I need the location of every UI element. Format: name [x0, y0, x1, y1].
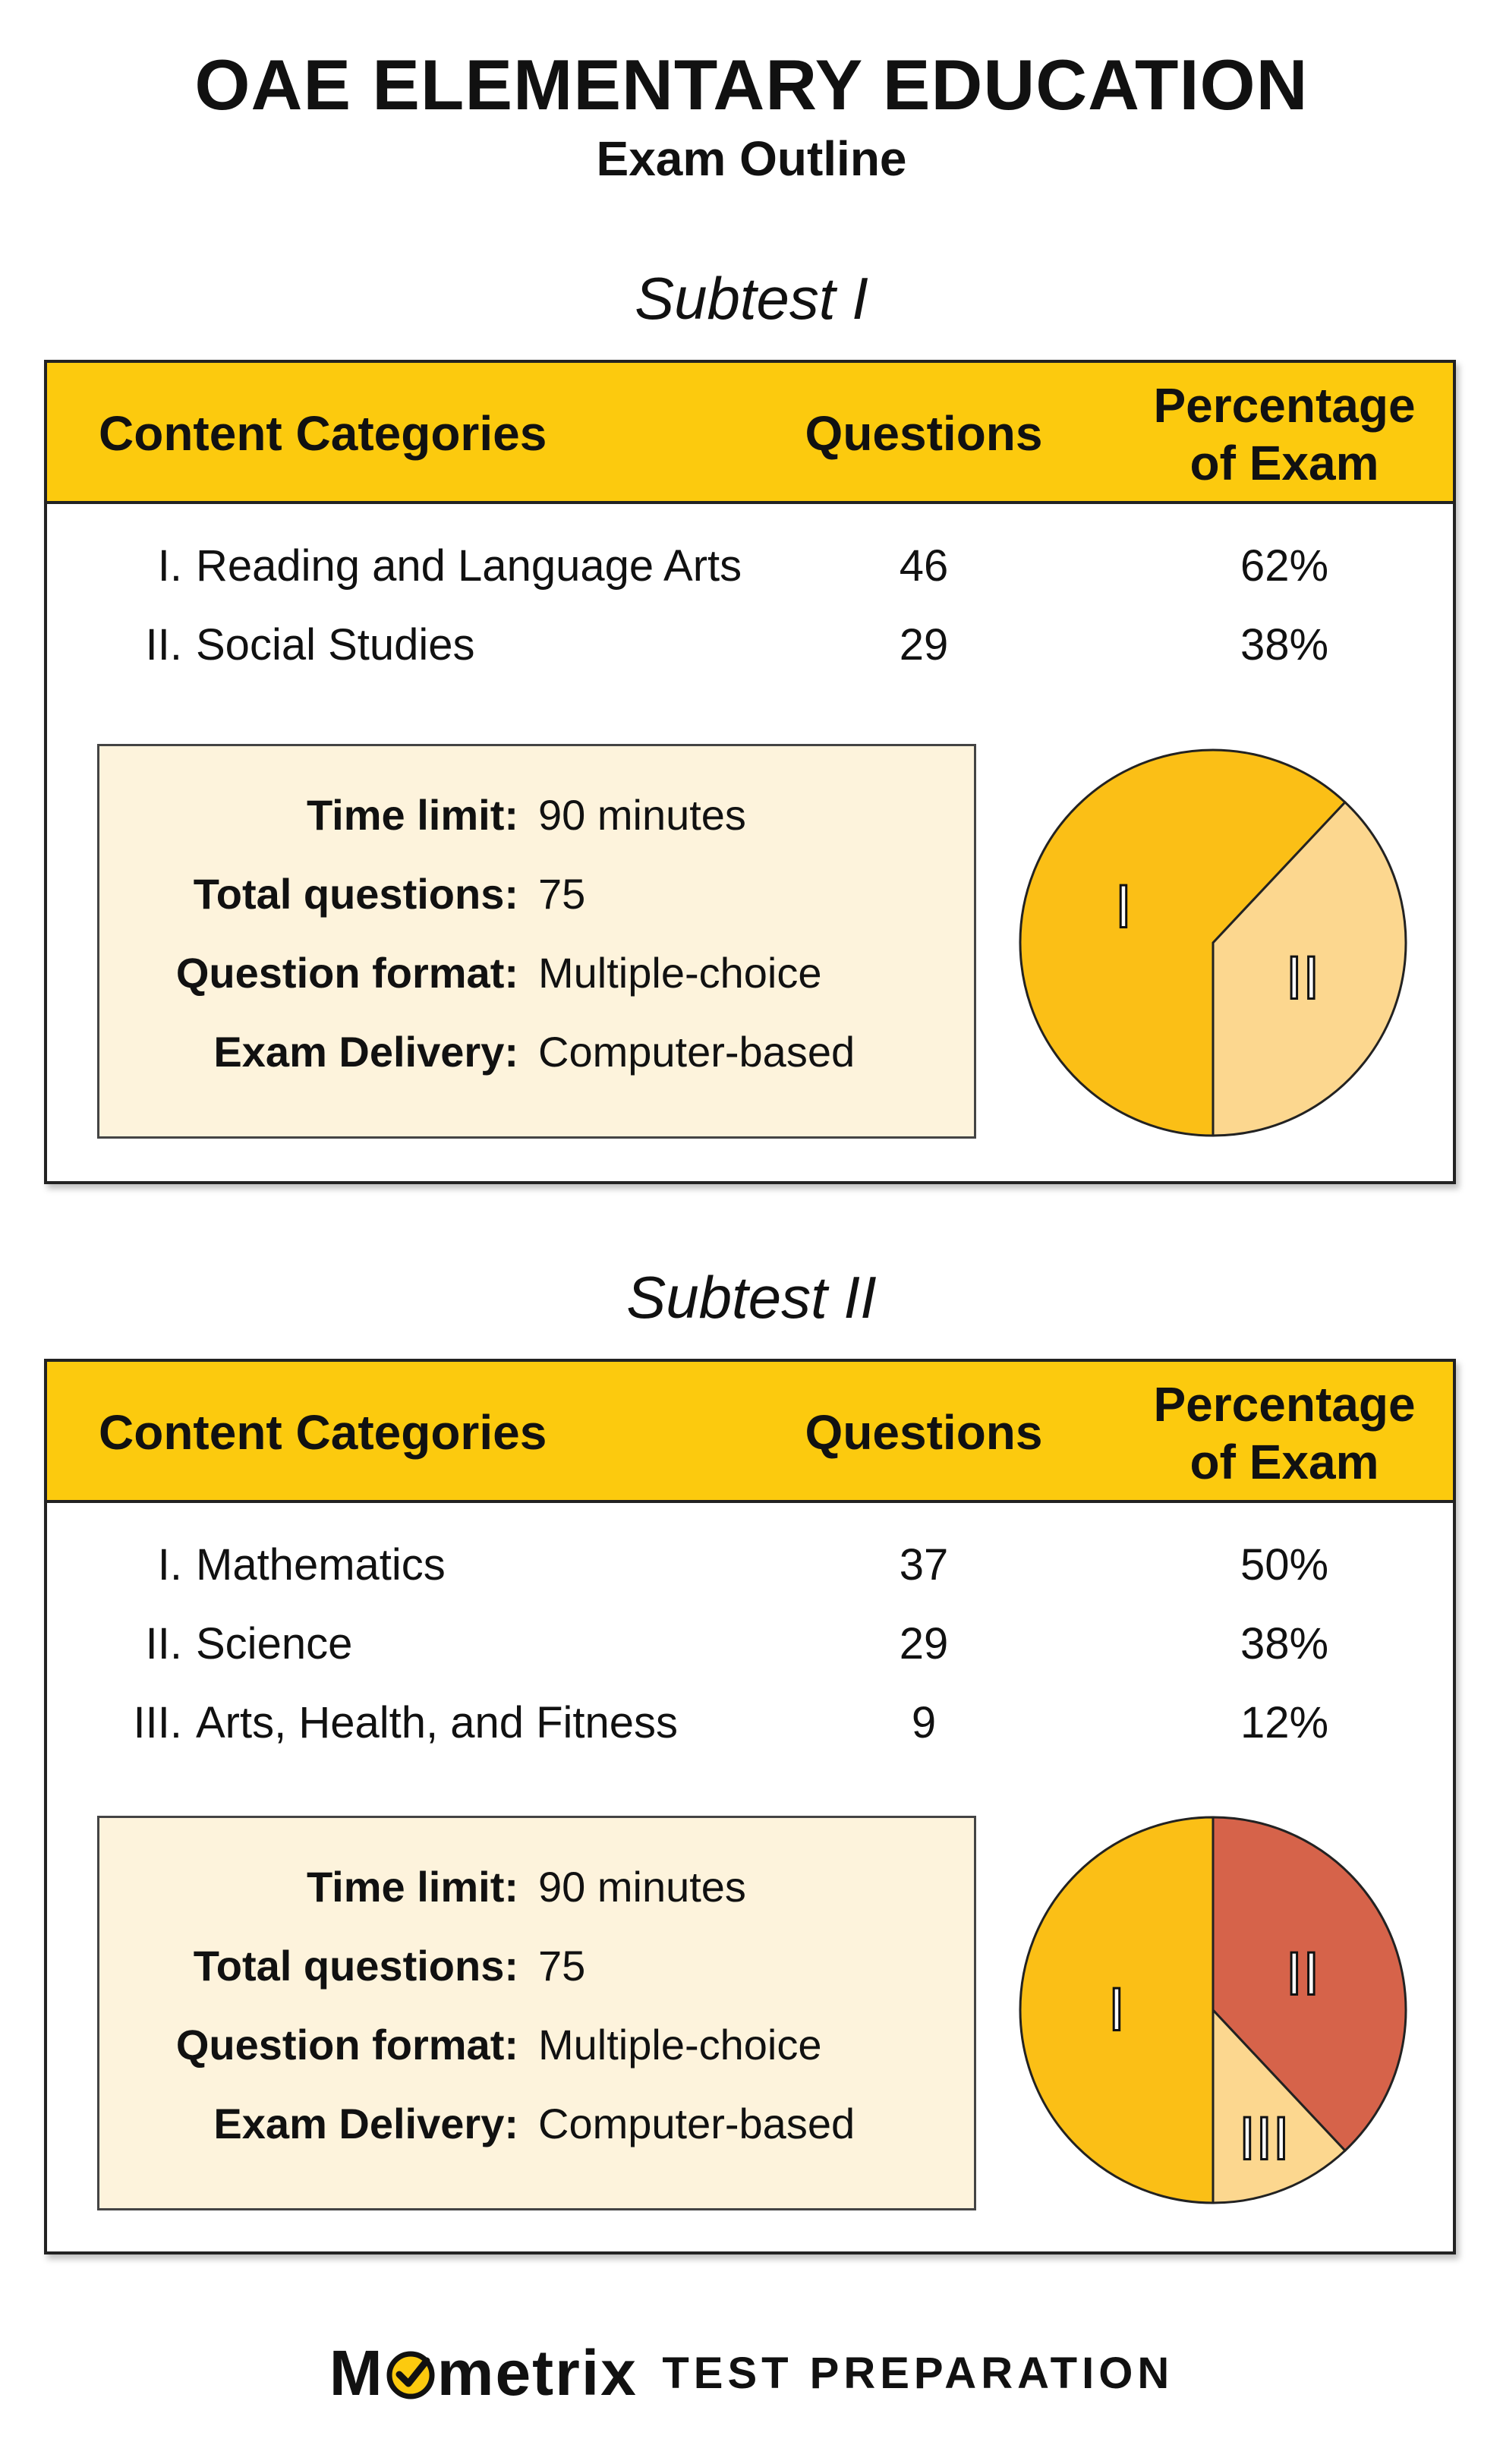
- header-percentage-line2: of Exam: [1189, 1435, 1379, 1489]
- info-value: 90 minutes: [538, 1863, 746, 1911]
- subtest-1-panel: [44, 360, 1456, 1184]
- brand-name-suffix: metrix: [436, 2337, 638, 2409]
- row-numeral: II.: [145, 1619, 182, 1668]
- row-category: Arts, Health, and Fitness: [196, 1698, 679, 1747]
- row-percentage: 38%: [1240, 1619, 1329, 1668]
- info-row: [99, 1848, 974, 1924]
- row-category: Mathematics: [196, 1540, 446, 1590]
- header-content-categories: Content Categories: [99, 406, 547, 461]
- info-value: 90 minutes: [538, 791, 746, 839]
- row-numeral: II.: [145, 620, 182, 670]
- header-percentage-line1: Percentage: [1153, 1377, 1416, 1432]
- info-label: Total questions:: [193, 870, 518, 918]
- row-percentage: 12%: [1240, 1698, 1329, 1747]
- info-label: Exam Delivery:: [213, 1028, 518, 1076]
- header-percentage: [1110, 1375, 1459, 1491]
- info-row: [99, 1013, 974, 1089]
- row-questions: 46: [899, 541, 949, 591]
- info-value: 75: [538, 1942, 586, 1990]
- mometrix-logo: [0, 2336, 1503, 2410]
- check-circle-icon: [384, 2347, 437, 2400]
- info-row: [99, 934, 974, 1010]
- info-value: Multiple-choice: [538, 949, 822, 997]
- info-label: Exam Delivery:: [213, 2100, 518, 2147]
- info-label: Time limit:: [306, 791, 518, 839]
- row-questions: 37: [899, 1540, 949, 1590]
- subtest-2-heading: Subtest II: [626, 1264, 877, 1331]
- info-value: Computer-based: [538, 1028, 855, 1076]
- subtest-1-table-header: [47, 363, 1453, 504]
- brand-name-prefix: M: [329, 2337, 384, 2409]
- pie-label-I: I: [1114, 873, 1133, 941]
- pie-label-II: II: [1285, 944, 1320, 1013]
- brand-tagline: TEST PREPARATION: [662, 2349, 1174, 2398]
- row-numeral: III.: [133, 1698, 182, 1747]
- subtest-2-panel: [44, 1359, 1456, 2254]
- table-row: [47, 609, 1453, 682]
- table-row: [47, 1687, 1453, 1760]
- pie-label-II: II: [1285, 1940, 1320, 2009]
- row-percentage: 62%: [1240, 541, 1329, 591]
- row-category: Science: [196, 1619, 353, 1668]
- subtest-2-table-header: [47, 1362, 1453, 1503]
- subtest-1-heading: Subtest I: [635, 265, 868, 332]
- info-label: Question format:: [175, 949, 518, 997]
- pie-label-I: I: [1108, 1976, 1126, 2044]
- row-questions: 29: [899, 620, 949, 670]
- page-subtitle: Exam Outline: [596, 131, 907, 186]
- row-questions: 9: [911, 1698, 937, 1747]
- info-value: Computer-based: [538, 2100, 855, 2147]
- info-row: [99, 2006, 974, 2082]
- table-row: [47, 530, 1453, 603]
- info-value: 75: [538, 870, 586, 918]
- exam-info-box: [97, 744, 976, 1139]
- row-numeral: I.: [157, 1540, 182, 1590]
- info-value: Multiple-choice: [538, 2021, 822, 2069]
- row-percentage: 38%: [1240, 620, 1329, 670]
- table-row: [47, 1608, 1453, 1681]
- info-label: Total questions:: [193, 1942, 518, 1990]
- header-questions: Questions: [805, 406, 1043, 461]
- row-category: Social Studies: [196, 620, 475, 670]
- header-questions: Questions: [805, 1405, 1043, 1460]
- info-row: [99, 855, 974, 931]
- header-percentage-line1: Percentage: [1153, 378, 1416, 433]
- subtest-2-pie-chart: [1016, 1813, 1410, 2207]
- info-row: [99, 777, 974, 852]
- exam-info-box: [97, 1816, 976, 2210]
- header-percentage: [1110, 377, 1459, 492]
- info-label: Question format:: [175, 2021, 518, 2069]
- row-percentage: 50%: [1240, 1540, 1329, 1590]
- info-label: Time limit:: [306, 1863, 518, 1911]
- table-row: [47, 1529, 1453, 1602]
- header-content-categories: Content Categories: [99, 1405, 547, 1460]
- header-percentage-line2: of Exam: [1189, 436, 1379, 490]
- page-title: OAE ELEMENTARY EDUCATION: [194, 45, 1309, 124]
- info-row: [99, 1927, 974, 2003]
- subtest-1-pie-chart: [1016, 745, 1410, 1140]
- info-row: [99, 2085, 974, 2161]
- row-numeral: I.: [157, 541, 182, 591]
- pie-label-III: III: [1238, 2105, 1290, 2173]
- row-category: Reading and Language Arts: [196, 541, 742, 591]
- row-questions: 29: [899, 1619, 949, 1668]
